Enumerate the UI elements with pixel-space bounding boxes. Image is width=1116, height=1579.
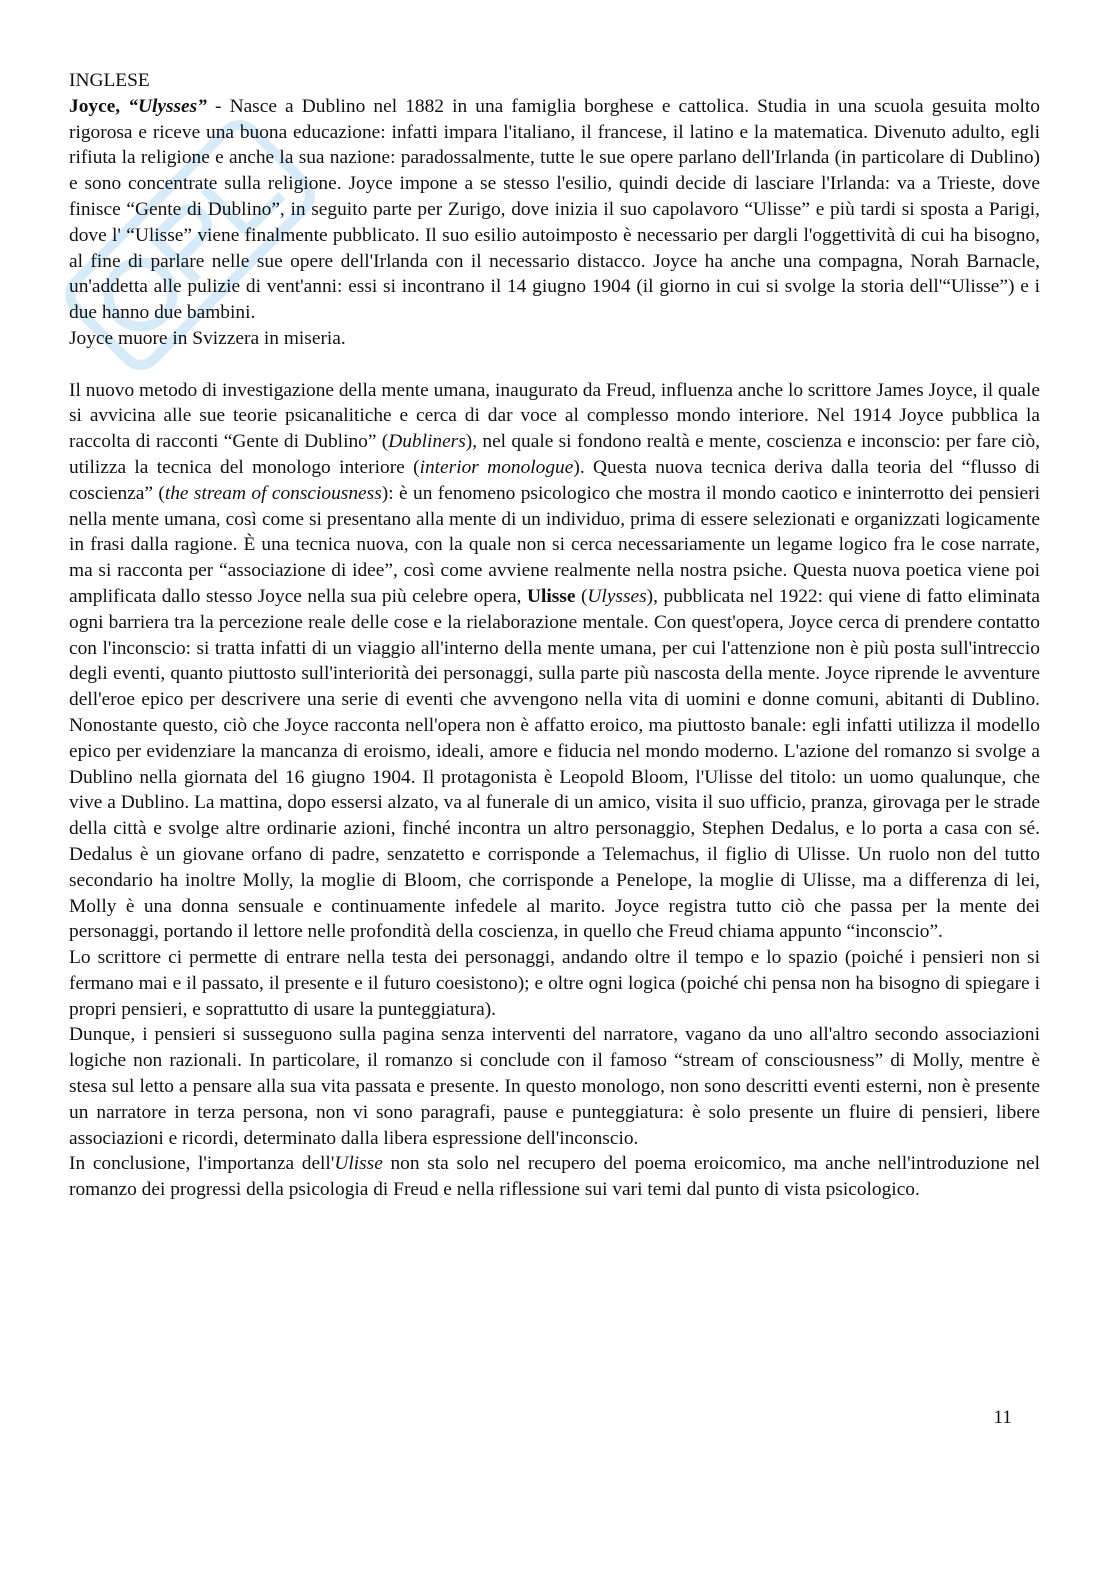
bio-text: - Nasce a Dublino nel 1882 in una famiglia borghese e cattolica. Studia in una scuola gesuita molto rigorosa e riceve una buona educazione: infatti impara l'italiano, il francese, il latino e la matematica. Divenuto adulto, egli rifiuta la religione e anche la sua nazione: paradossalmente, tutte le sue opere parlano dell'Irlanda (in particolare di Dublino) e sono concentrate sulla religione. Joyce impone a se stesso l'esilio, quindi decide di lasciare l'Irlanda: va a Trieste, dove finisce “Gente di Dublino”, in seguito parte per Zurigo, dove inizia il suo capolavoro “Ulisse” e più tardi si sposta a Parigi, dove l' “Ulisse” viene finalmente pubblicato. Il suo esilio autoimposto è necessario per dargli l'oggettività di cui ha bisogno, al fine di parlare nelle sue opere dell'Irlanda con il necessario distacco. Joyce ha anche una compagna, Norah Barnacle, un'addetta alle pulizie di vent'anni: essi si incontrano il 14 giugno 1904 (il giorno in cui si svolge la storia dell'“Ulisse”) e i due hanno due bambini. bbox=[69, 95, 1040, 324]
page-number: 11 bbox=[993, 1407, 1012, 1428]
work-title: “Ulysses” bbox=[128, 95, 207, 117]
paragraph-conclusion: In conclusione, l'importanza dell'Ulisse non sta solo nel recupero del poema eroicomico, ma anche nell'introduzione nel romanzo dei progressi della psicologia di Freud e nella riflessione sui vari temi dal punto di vista psicologico. bbox=[69, 1153, 1040, 1201]
author-name: Joyce, bbox=[69, 95, 121, 117]
italic-ulysses: Ulysses bbox=[587, 585, 647, 607]
paragraph-freud-influence: Il nuovo metodo di investigazione della mente umana, inaugurato da Freud, influenza anche lo scrittore James Joyce, il quale si avvicina alle sue teorie psicanalitiche e cerca di dar voce al complesso mondo interiore. Nel 1914 Joyce pubblica la raccolta di racconti “Gente di Dublino” (Dubliners), nel quale si fondono realtà e mente, coscienza e inconscio: per fare ciò, utilizza la tecnica del monologo interiore (interior monologue). Questa nuova tecnica deriva dalla teoria del “flusso di coscienza” (the stream of consciousness): è un fenomeno psicologico che mostra il mondo caotico e ininterrotto dei pensieri nella mente umana, così come si presentano alla mente di un individuo, prima di essere selezionati e organizzati logicamente in frasi dalla ragione. È una tecnica nuova, con la quale non si cerca necessariamente un legame logico fra le cose narrate, ma si racconta per “associazione di idee”, così come avviene realmente nella nostra psiche. Questa nuova poetica viene poi amplificata dallo stesso Joyce nella sua più celebre opera, Ulisse (Ulysses), pubblicata nel 1922: qui viene di fatto eliminata ogni barriera tra la percezione reale delle cose e la rielaborazione mentale. Con quest'opera, Joyce cerca di prendere contatto con l'inconscio: si tratta infatti di un viaggio all'interno della mente umana, per cui l'attenzione non è più posta sull'intreccio degli eventi, quanto piuttosto sull'interiorità dei personaggi, sulla parte più nascosta della mente. Joyce riprende le avventure dell'eroe epico per descrivere una serie di eventi che avvengono nella vita di uomini e donne comuni, abitanti di Dublino. Nonostante questo, ciò che Joyce racconta nell'opera non è affatto eroico, ma piuttosto banale: egli infatti utilizza il modello epico per evidenziare la mancanza di eroismo, ideali, amore e fiducia nel mondo moderno. L'azione del romanzo si svolge a Dublino nella giornata del 16 giugno 1904. Il protagonista è Leopold Bloom, l'Ulisse del titolo: un uomo qualunque, che vive a Dublino. La mattina, dopo essersi alzato, va al funerale di un amico, visita il suo ufficio, pranza, girovaga per le strade della città e svolge altre ordinarie azioni, finché incontra un altro personaggio, Stephen Dedalus, e lo porta a casa con sé. Dedalus è un giovane orfano di padre, senzatetto e corrisponde a Telemachus, il figlio di Ulisse. Un ruolo non del tutto secondario ha inoltre Molly, la moglie di Bloom, che corrisponde a Penelope, la moglie di Ulisse, ma a differenza di lei, Molly è una donna sensuale e continuamente infedele al marito. Joyce registra tutto ciò che passa per la mente dei personaggi, portando il lettore nelle profondità della coscienza, in quello che Freud chiama appunto “inconscio”. bbox=[69, 379, 1040, 943]
italic-interior-monologue: interior monologue bbox=[419, 456, 574, 478]
italic-ulisse: Ulisse bbox=[334, 1153, 383, 1175]
paragraph-spacer bbox=[69, 352, 1040, 378]
death-line: Joyce muore in Svizzera in miseria. bbox=[69, 327, 346, 349]
italic-dubliners: Dubliners bbox=[388, 431, 466, 453]
bold-ulisse: Ulisse bbox=[526, 585, 576, 607]
section-heading: INGLESE bbox=[69, 70, 150, 91]
document-body bbox=[69, 68, 1040, 1203]
italic-stream-of-consciousness: the stream of consciousness bbox=[164, 482, 382, 504]
bio-paragraph bbox=[69, 94, 1040, 326]
paragraph-thoughts: Dunque, i pensieri si susseguono sulla pagina senza interventi del narratore, vagano da uno all'altro secondo associazioni logiche non razionali. In particolare, il romanzo si conclude con il famoso “stream of consciousness” di Molly, mentre è stesa sul letto a pensare alla sua vita passata e presente. In questo monologo, non sono descritti eventi esterni, non è presente un narratore in terza persona, non vi sono paragrafi, pause e punteggiatura: è solo presente un fluire di pensieri, libere associazioni e ricordi, determinato dalla libera espressione dell'inconscio. bbox=[69, 1024, 1040, 1149]
paragraph-beyond-time: Lo scrittore ci permette di entrare nella testa dei personaggi, andando oltre il tempo e lo spazio (poiché i pensieri non si fermano mai e il passato, il presente e il futuro coesistono); e oltre ogni logica (poiché chi pensa non ha bisogno di spiegare i propri pensieri, e soprattutto di usare la punteggiatura). bbox=[69, 947, 1040, 1020]
